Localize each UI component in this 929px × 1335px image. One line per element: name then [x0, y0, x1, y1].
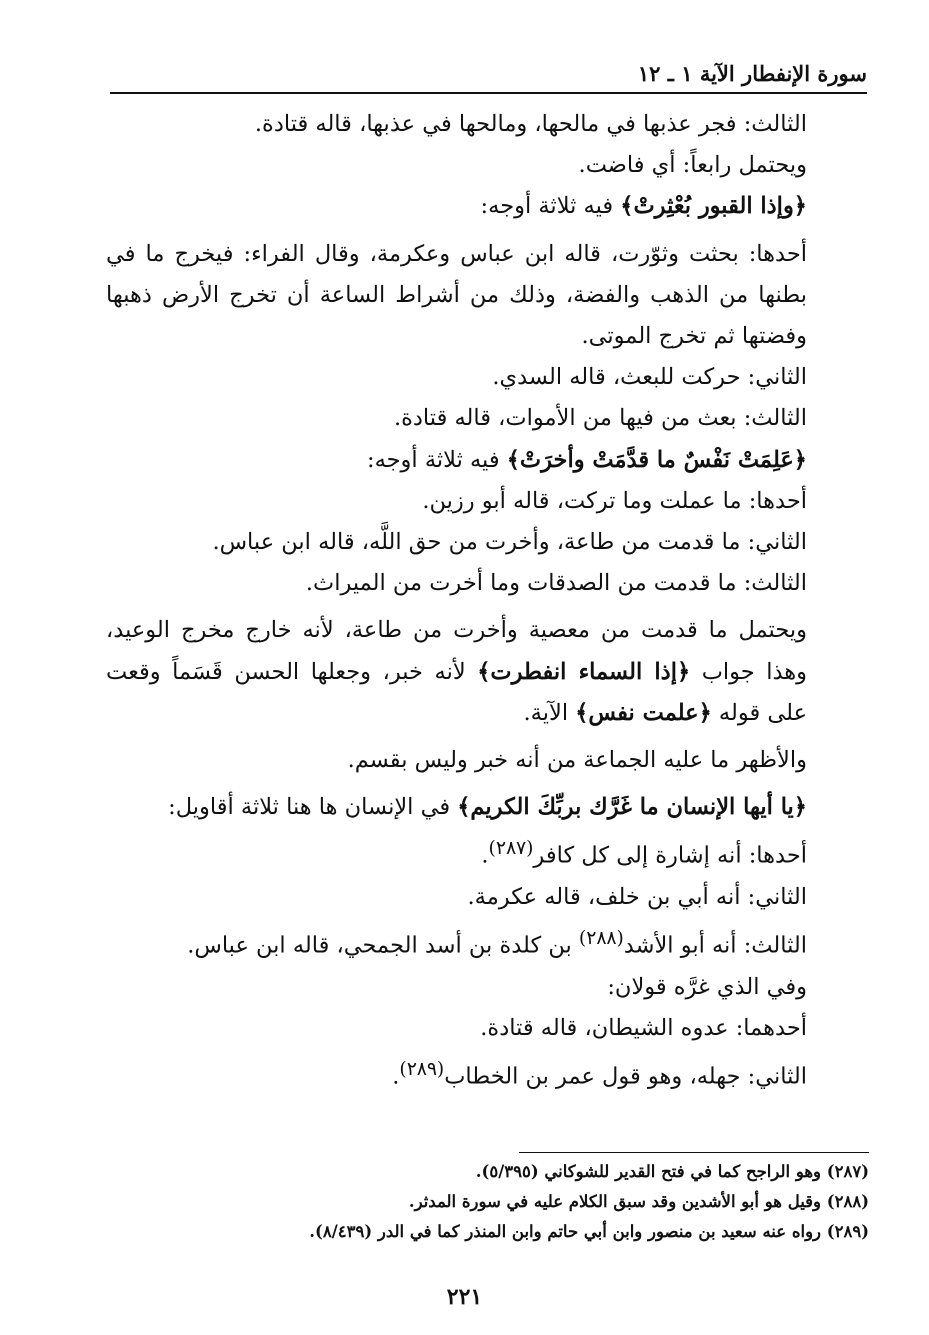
paragraph-15: الثاني: أنه أبي بن خلف، قاله عكرمة. — [467, 884, 807, 911]
paragraph-16: الثالث: أنه أبو الأشد$^{(٢٨٨)}$ بن كلدة بن أسد الجمحي، قاله ابن عباس. — [187, 928, 807, 959]
paragraph-13: ﴿يا أيها الإنسان ما غَرَّك بربِّكَ الكريم﴾ في الإنسان ها هنا ثلاثة أقاويل: — [168, 794, 807, 821]
paragraph-19: الثاني: جهله، وهو قول عمر بن الخطاب$^{(٢٨٩)}$. — [392, 1059, 807, 1090]
running-header — [110, 56, 867, 94]
paragraph-11: ويحتمل ما قدمت من معصية وأخرت من طاعة، لأنه خارج مخرج الوعيد، وهذا جواب ﴿إذا السماء انفطرت﴾ لأنه خبر، وجعلها الحسن قَسَماً وقعت على قوله ﴿علمت نفس﴾ الآية. — [106, 617, 807, 726]
running-title: سورة الإنفطار الآية ١ ـ ١٢ — [637, 61, 867, 86]
footnote-ref[interactable]: (٢٨٧) — [488, 838, 534, 860]
footnote-ref[interactable]: (٢٨٨) — [578, 928, 624, 950]
body-text — [106, 104, 863, 1098]
paragraph-2: ويحتمل رابعاً: أي فاضت. — [578, 152, 807, 179]
footnote-ref[interactable]: (٢٨٩) — [399, 1059, 445, 1081]
footnote-288: (٢٨٨) وقيل هو أبو الأشدين وقد سبق الكلام عليه في سورة المدثر. — [408, 1192, 869, 1211]
paragraph-1: الثالث: فجر عذبها في مالحها، ومالحها في عذبها، قاله قتادة. — [254, 111, 807, 137]
footnote-289: (٢٨٩) رواه عنه سعيد بن منصور وابن أبي حاتم وابن المنذر كما في الدر (٨/٤٣٩). — [309, 1222, 869, 1241]
paragraph-7: ﴿عَلِمَتْ نَفْسٌ ما قدَّمَتْ وأخرَتْ﴾ فيه ثلاثة أوجه: — [367, 446, 807, 473]
paragraph-18: أحدهما: عدوه الشيطان، قاله قتادة. — [480, 1015, 807, 1042]
quran-verse: ﴿وإذا القبور بُعْثِرتْ﴾ — [620, 193, 807, 220]
quran-verse: ﴿يا أيها الإنسان ما غَرَّك بربِّكَ الكريم﴾ — [457, 794, 807, 821]
paragraph-4: أحدها: بحثت وثوّرت، قاله ابن عباس وعكرمة، وقال الفراء: فيخرج ما في بطنها من الذهب والفضة، وذلك من أشراط الساعة أن تخرج الأرض ذهبها وفضتها ثم تخرج الموتى. — [106, 240, 807, 350]
paragraph-17: وفي الذي غرَّه قولان: — [607, 974, 807, 1001]
quran-verse: ﴿عَلِمَتْ نَفْسٌ ما قدَّمَتْ وأخرَتْ﴾ — [506, 446, 807, 473]
paragraph-5: الثاني: حركت للبعث، قاله السدي. — [492, 364, 807, 391]
paragraph-14: أحدها: أنه إشارة إلى كل كافر$^{(٢٨٧)}$. — [481, 838, 807, 869]
quran-verse: ﴿إذا السماء انفطرت﴾ — [477, 658, 691, 685]
paragraph-9: الثاني: ما قدمت من طاعة، وأخرت من حق اللَّه، قاله ابن عباس. — [212, 529, 807, 556]
footnote-287: (٢٨٧) وهو الراجح كما في فتح القدير للشوكاني (٥/٣٩٥). — [475, 1162, 869, 1181]
paragraph-12: والأظهر ما عليه الجماعة من أنه خبر وليس بقسم. — [347, 747, 807, 774]
paragraph-8: أحدها: ما عملت وما تركت، قاله أبو رزين. — [422, 487, 807, 514]
page-number: ٢٢١ — [446, 1284, 483, 1310]
paragraph-6: الثالث: بعث من فيها من الأموات، قاله قتادة. — [393, 405, 807, 432]
footnotes — [106, 1152, 869, 1247]
paragraph-10: الثالث: ما قدمت من الصدقات وما أخرت من الميراث. — [305, 570, 807, 597]
quran-verse: ﴿علمت نفس﴾ — [575, 699, 712, 726]
paragraph-3: ﴿وإذا القبور بُعْثِرتْ﴾ فيه ثلاثة أوجه: — [480, 193, 807, 220]
footnote-separator — [519, 1152, 869, 1153]
